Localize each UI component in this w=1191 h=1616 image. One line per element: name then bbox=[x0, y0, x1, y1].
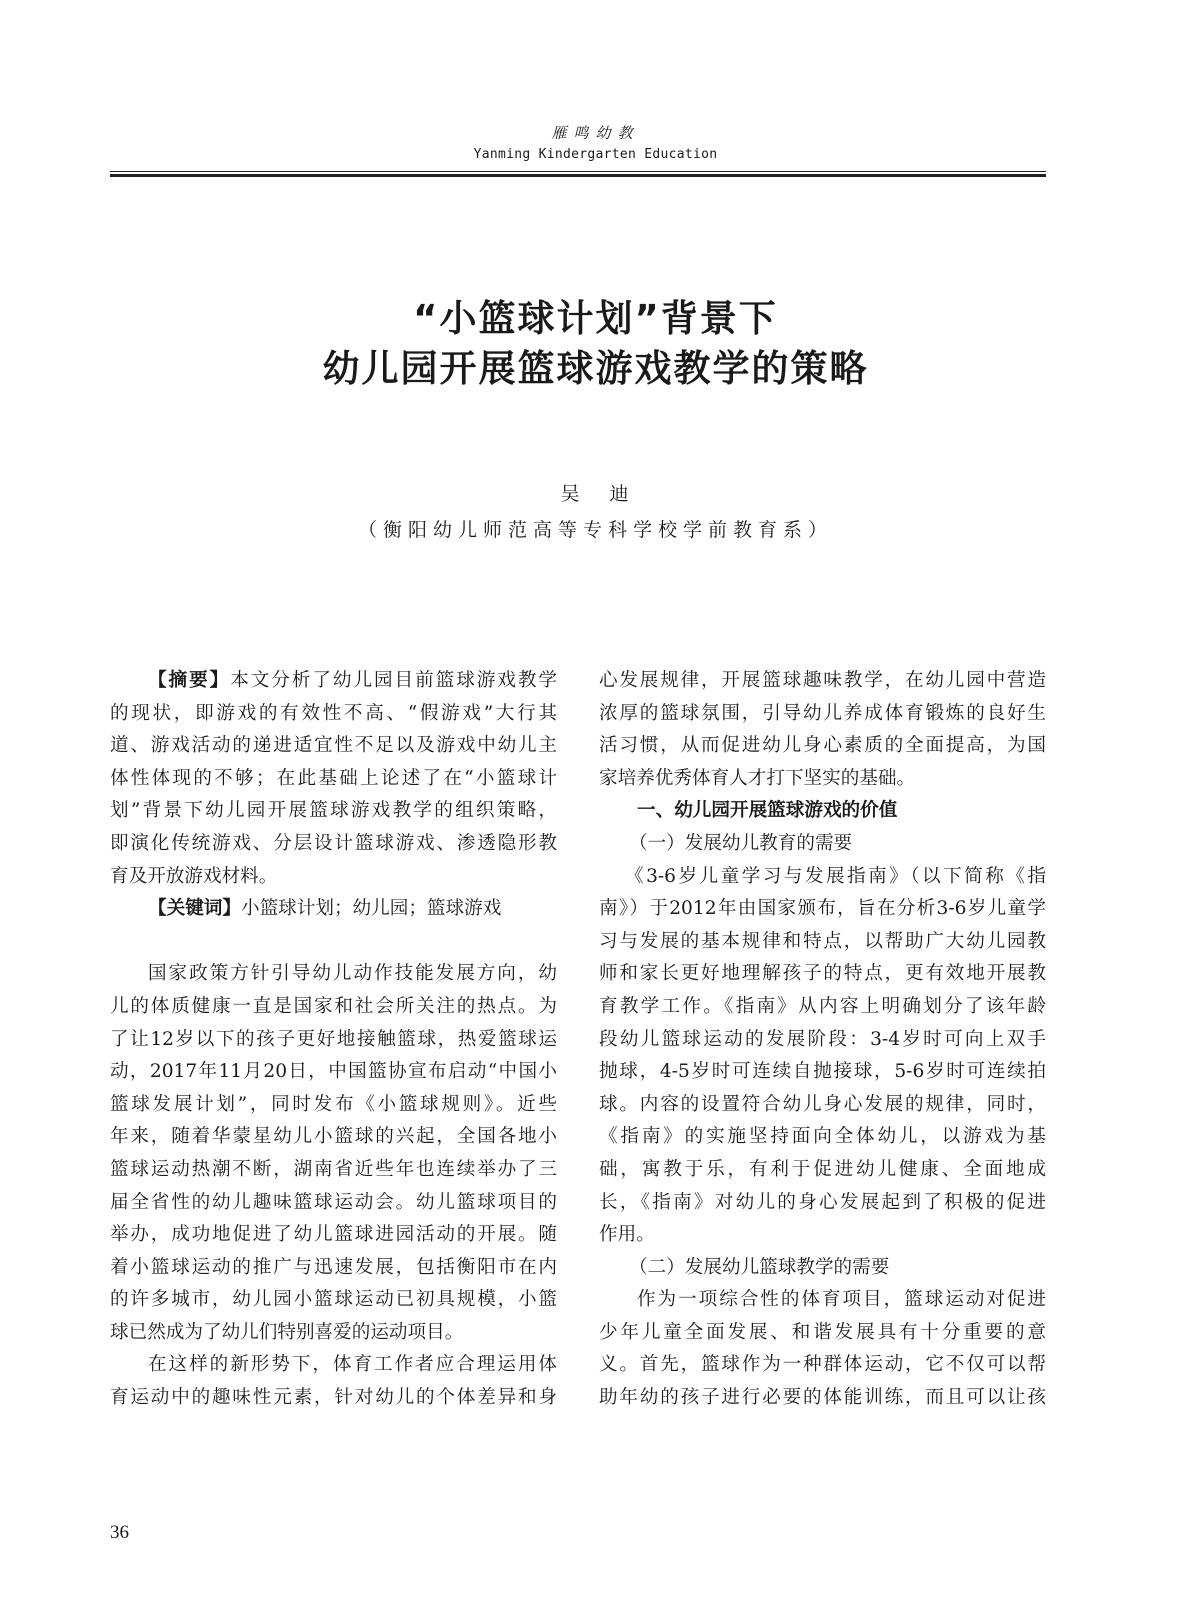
body-line: 《3-6岁儿童学习与发展指南》（以下简称《指 bbox=[625, 865, 1046, 887]
body-line: 儿的体质健康一直是国家和社会所关注的热点。为 bbox=[110, 995, 557, 1017]
abstract-line: 育及开放游戏材料。 bbox=[110, 865, 278, 887]
header-rule-thick bbox=[110, 174, 1046, 177]
body-line: 举办，成功地促进了幼儿篮球进园活动的开展。随 bbox=[110, 1224, 557, 1246]
abstract-line: 道、游戏活动的递进适宜性不足以及游戏中幼儿主 bbox=[110, 735, 557, 757]
body-line: 届全省性的幼儿趣味篮球运动会。幼儿篮球项目的 bbox=[110, 1191, 557, 1213]
body-line: 着小篮球运动的推广与迅速发展，包括衡阳市在内 bbox=[110, 1256, 557, 1278]
body-line: 在这样的新形势下，体育工作者应合理运用体 bbox=[148, 1354, 557, 1376]
abstract-text: 本文分析了幼儿园目前篮球游戏教学 bbox=[230, 670, 557, 691]
body-line: 球已然成为了幼儿们特别喜爱的运动项目。 bbox=[110, 1321, 464, 1343]
article-title-line-2: 幼儿园开展篮球游戏教学的策略 bbox=[322, 347, 869, 390]
body-line: 助年幼的孩子进行必要的体能训练，而且可以让孩 bbox=[599, 1387, 1046, 1409]
body-line: 《指南》的实施坚持面向全体幼儿，以游戏为基 bbox=[599, 1126, 1046, 1148]
abstract-line: 体性体现的不够；在此基础上论述了在“小篮球计 bbox=[110, 767, 557, 789]
body-line: 作为一项综合性的体育项目，篮球运动对促进 bbox=[637, 1289, 1046, 1311]
body-line: 活习惯，从而促进幼儿身心素质的全面提高，为国 bbox=[599, 735, 1046, 757]
keywords-line bbox=[110, 893, 557, 926]
header-rule-thin bbox=[110, 171, 1046, 172]
subsection-heading: （二）发展幼儿篮球教学的需要 bbox=[629, 1256, 890, 1278]
author-affiliation: （衡阳幼儿师范高等专科学校学前教育系） bbox=[357, 519, 833, 541]
body-line: 义。首先，篮球作为一种群体运动，它不仅可以帮 bbox=[599, 1354, 1046, 1376]
body-line: 心发展规律，开展篮球趣味教学，在幼儿园中营造 bbox=[599, 670, 1046, 691]
spacer bbox=[110, 926, 557, 959]
abstract-label: 【摘要】 bbox=[148, 670, 231, 691]
author-surname: 吴 bbox=[560, 483, 582, 505]
right-column bbox=[599, 665, 1046, 1415]
body-line: 南》）于2012年由国家颁布，旨在分析3-6岁儿童学 bbox=[599, 898, 1046, 920]
body-line: 少年儿童全面发展、和谐发展具有十分重要的意 bbox=[599, 1321, 1046, 1343]
body-line: 浓厚的篮球氛围，引导幼儿养成体育锻炼的良好生 bbox=[599, 702, 1046, 724]
body-line: 育运动中的趣味性元素，针对幼儿的个体差异和身 bbox=[110, 1387, 557, 1409]
keywords-label: 【关键词】 bbox=[148, 898, 241, 920]
body-line: 育教学工作。《指南》从内容上明确划分了该年龄 bbox=[599, 995, 1046, 1017]
body-line: 篮球发展计划”，同时发布《小篮球规则》。近些 bbox=[110, 1093, 557, 1115]
body-line: 抛球，4-5岁时可连续自抛接球，5-6岁时可连续拍 bbox=[599, 1061, 1046, 1083]
abstract-line: 即演化传统游戏、分层设计篮球游戏、渗透隐形教 bbox=[110, 832, 557, 854]
body-line: 家培养优秀体育人才打下坚实的基础。 bbox=[599, 767, 916, 789]
article-title-line-1: “小篮球计划”背景下 bbox=[413, 297, 778, 340]
journal-name-cn: 雁鸣幼教 bbox=[551, 124, 640, 142]
journal-name-en: Yanming Kindergarten Education bbox=[473, 147, 718, 162]
body-line: 段幼儿篮球运动的发展阶段：3-4岁时可向上双手 bbox=[599, 1028, 1046, 1050]
body-line: 师和家长更好地理解孩子的特点，更有效地开展教 bbox=[599, 963, 1046, 985]
body-line: 球。内容的设置符合幼儿身心发展的规律，同时， bbox=[599, 1093, 1046, 1115]
page-number: 36 bbox=[110, 1522, 129, 1543]
abstract-line bbox=[110, 665, 557, 698]
body-line: 习与发展的基本规律和特点，以帮助广大幼儿园教 bbox=[599, 930, 1046, 952]
abstract-line: 划”背景下幼儿园开展篮球游戏教学的组织策略， bbox=[110, 800, 557, 822]
body-line: 作用。 bbox=[599, 1224, 655, 1246]
body-line: 年来，随着华蒙星幼儿小篮球的兴起，全国各地小 bbox=[110, 1126, 557, 1148]
body-line: 长，《指南》对幼儿的身心发展起到了积极的促进 bbox=[599, 1191, 1046, 1213]
body-line: 础，寓教于乐，有利于促进幼儿健康、全面地成 bbox=[599, 1158, 1046, 1180]
abstract-line: 的现状，即游戏的有效性不高、“假游戏”大行其 bbox=[110, 702, 557, 724]
body-line: 国家政策方针引导幼儿动作技能发展方向，幼 bbox=[148, 963, 557, 985]
subsection-heading: （一）发展幼儿教育的需要 bbox=[629, 832, 853, 854]
body-line: 篮球运动热潮不断，湖南省近些年也连续举办了三 bbox=[110, 1158, 557, 1180]
keywords-text: 小篮球计划；幼儿园；篮球游戏 bbox=[240, 898, 502, 920]
author-given-name: 迪 bbox=[609, 483, 631, 505]
section-heading: 一、幼儿园开展篮球游戏的价值 bbox=[637, 800, 898, 822]
body-line: 动，2017年11月20日，中国篮协宣布启动“中国小 bbox=[110, 1061, 557, 1083]
author-name bbox=[0, 479, 1191, 506]
left-column bbox=[110, 665, 557, 1415]
body-line: 的许多城市，幼儿园小篮球运动已初具规模，小篮 bbox=[110, 1289, 557, 1311]
body-line: 了让12岁以下的孩子更好地接触篮球，热爱篮球运 bbox=[110, 1028, 557, 1050]
